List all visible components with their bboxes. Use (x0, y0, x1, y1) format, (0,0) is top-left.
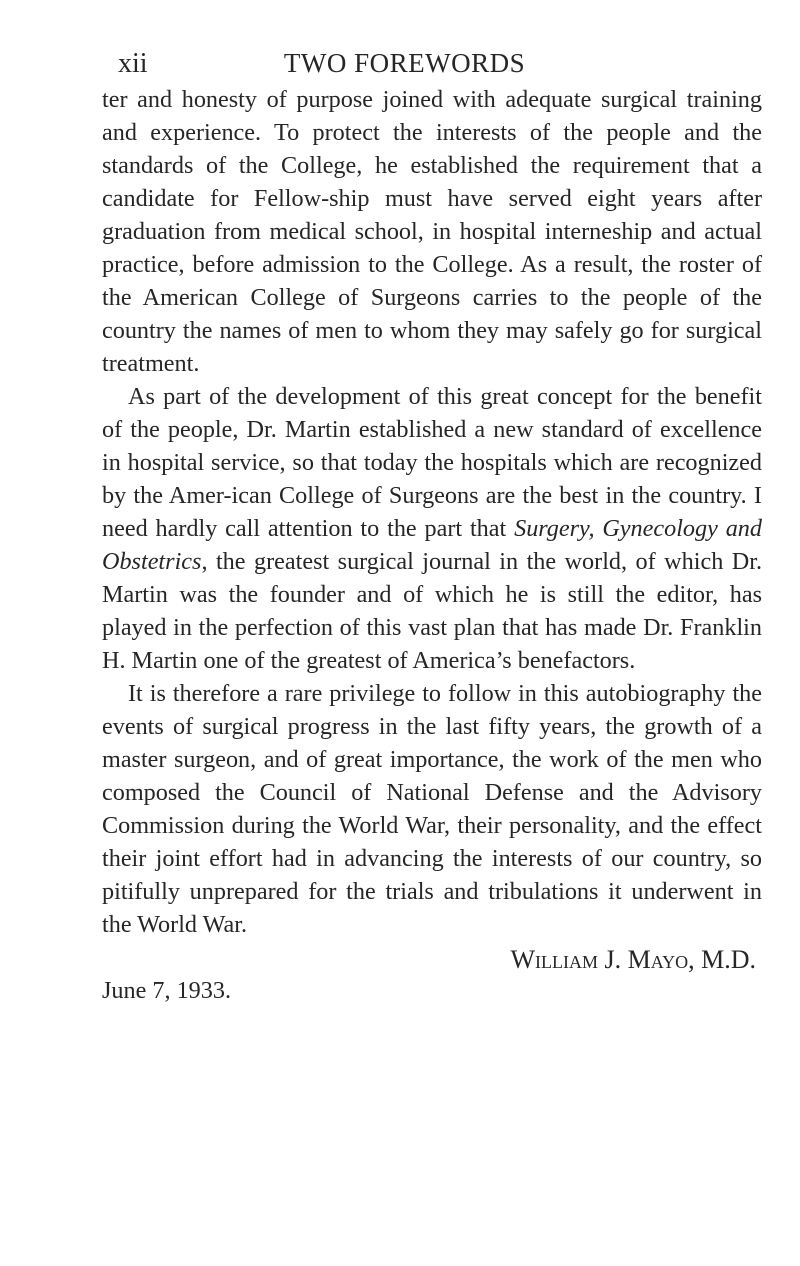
signature: William J. Mayo, M.D. (510, 945, 756, 974)
paragraph-2-text-start: As part of the development of this great concept for the benefit of the people, Dr. Martin established a new standard of excellence in hospital service, so that today the hospitals which are recognized by the Amer-ican College of Surgeons are the best in the country. I need hardly call attention to the part that (102, 383, 762, 542)
running-head: TWO FOREWORDS (283, 48, 526, 78)
page-number: xii (118, 48, 148, 79)
body-text (102, 83, 762, 1007)
paragraph-2-text-end: , the greatest surgical journal in the world, of which Dr. Martin was the founder and of which he is still the editor, has played in the perfection of this vast plan that has made Dr. Franklin H. Martin one of the greatest of America’s benefactors. (102, 548, 762, 674)
paragraph-1: ter and honesty of purpose joined with adequate surgical training and experience. To protect the interests of the people and the standards of the College, he established the requirement that a candidate for Fellow-ship must have served eight years after graduation from medical school, in hospital interneship and actual practice, before admission to the College. As a result, the roster of the American College of Surgeons carries to the people of the country the names of men to whom they may safely go for surgical treatment. (102, 86, 762, 377)
date-line: June 7, 1933. (102, 977, 231, 1004)
page-header (102, 44, 707, 84)
paragraph-2 (102, 380, 762, 677)
paragraph-3: It is therefore a rare privilege to follow in this autobiography the events of surgical progress in the last fifty years, the growth of a master surgeon, and of great importance, the work of the men who composed the Council of National Defense and the Advisory Commission during the World War, their personality, and the effect their joint effort had in advancing the interests of our country, so pitifully unprepared for the trials and tribulations it underwent in the World War. (102, 680, 762, 938)
journal-title: Surgery, Gynecology and Obstetrics (102, 515, 762, 575)
